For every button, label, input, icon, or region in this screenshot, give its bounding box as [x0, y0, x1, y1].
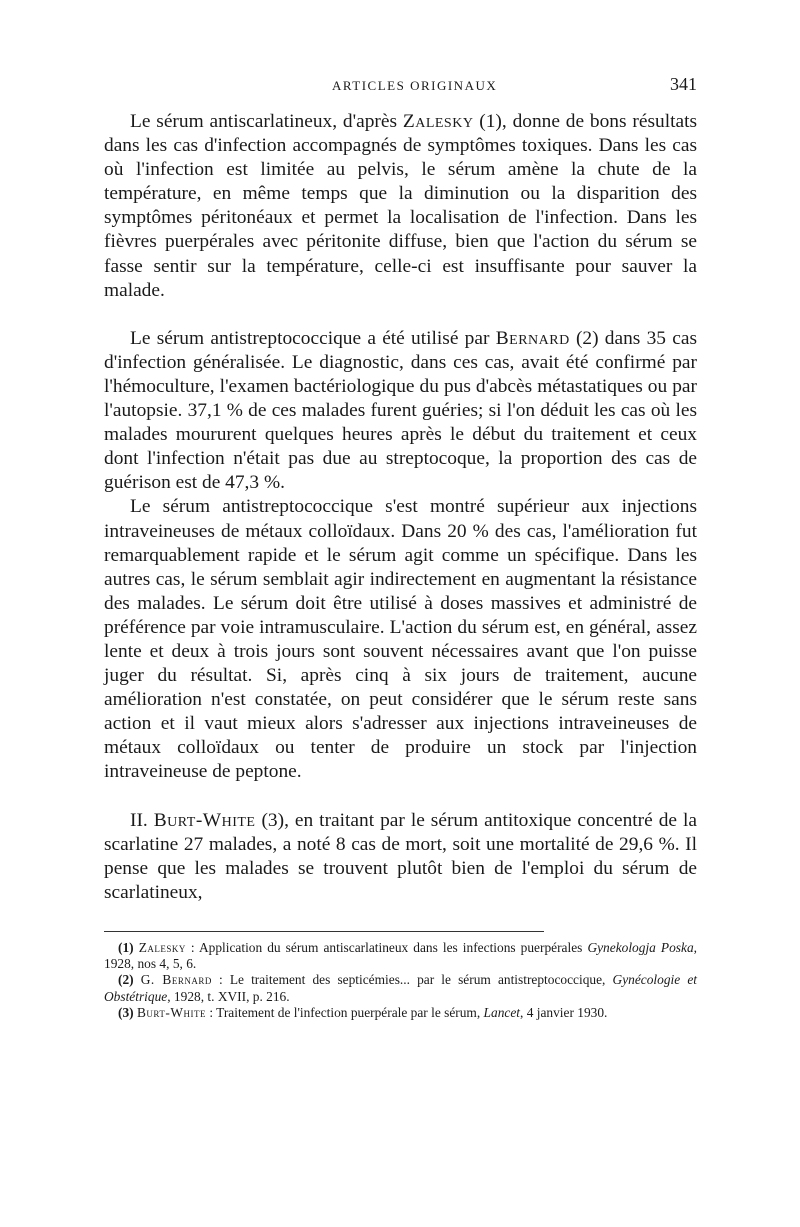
footnote-1-title: : Application du sérum antiscarlatineux dans les infections puerpérales: [185, 939, 588, 955]
footnote-3-title: : Traitement de l'infection puerpérale par le sérum,: [205, 1004, 484, 1020]
footnote-2-title: : Le traitement des septicémies... par le sérum antistreptococcique,: [211, 972, 613, 988]
footnote-2-journal: Gynécologie et Obstétrique: [104, 972, 697, 1004]
footnote-1-journal: Gynekologja Poska: [587, 939, 694, 955]
footnote-3-author: Burt-White: [136, 1004, 206, 1020]
paragraph-2: [104, 327, 697, 496]
footnote-1-ref: , 1928, nos 4, 5, 6.: [104, 939, 697, 972]
paragraph-1-text-a: Le sérum antiscarlatineux, d'après: [130, 111, 403, 132]
paragraph-2-text-a: Le sérum antistreptococcique a été utilisé par: [130, 327, 496, 349]
footnote-2-ref: , 1928, t. XVII, p. 216.: [167, 988, 290, 1004]
body-text: [104, 110, 697, 905]
paragraph-4: [104, 809, 697, 905]
paragraph-4-text-a: II.: [130, 809, 154, 831]
paragraph-2-text-b: (2) dans 35 cas d'infection généralisée. Le diagnostic, dans ces cas, avait été confirmé par l'hémoculture, l'examen bactériologique du pus d'abcès métastatiques ou par l'autopsie. 37,1 % de ces malades furent guéries; si l'on déduit les cas où les malades moururent quelques heures après le début du traitement et ceux dont l'infection n'était pas due au streptocoque, la proportion des cas de guérison est de 47,3 %.: [104, 327, 697, 494]
page-header: [104, 70, 697, 110]
footnote-3-journal: Lancet: [483, 1004, 520, 1020]
author-zalesky: Zalesky: [402, 111, 474, 132]
paragraph-3: Le sérum antistreptococcique s'est montré supérieur aux injections intraveineuses de métaux colloïdaux. Dans 20 % des cas, l'amélioration fut remarquablement rapide et le sérum agit comme un spécifique. Dans les autres cas, le sérum semblait agir indirectement en augmentant la résistance des malades. Le sérum doit être utilisé à doses massives et administré de préférence par voie intramusculaire. L'action du sérum est, en général, assez lente et deux à trois jours sont souvent nécessaires avant que l'on puisse juger du résultat. Si, après cinq à six jours de traitement, aucune amélioration n'est constatée, on peut considérer que le sérum reste sans action et il vaut mieux alors s'adresser aux injections intraveineuses de métaux colloïdaux ou tenter de produire un stock par l'injection intraveineuse de peptone.: [104, 496, 697, 783]
footnote-2: [104, 972, 697, 1004]
paragraph-1-text-b: (1), donne de bons résultats dans les cas d'infection accompagnés de symptômes toxiques. Dans les cas où l'infection est limitée au pelvis, le sérum amène la chute de la température, en même temps que la diminution ou la disparition des symptômes péritonéaux et permet la localisation de l'infection. Dans les fièvres puerpérales avec péritonite diffuse, bien que l'action du sérum se fasse sentir sur la température, celle-ci est insuffisante pour sauver la malade.: [104, 111, 698, 301]
footnote-2-number: (2): [118, 972, 134, 988]
footnote-1-number: (1): [118, 939, 134, 955]
footnote-1-author: Zalesky: [138, 939, 186, 955]
author-bernard: Bernard: [495, 327, 570, 349]
footnote-1: [104, 940, 697, 972]
page-number: 341: [670, 74, 697, 94]
author-burt-white: Burt-White: [153, 809, 256, 831]
running-title: ARTICLES ORIGINAUX: [332, 78, 498, 93]
document-page: [104, 70, 697, 1021]
footnote-2-author: G. Bernard: [140, 972, 212, 988]
footnotes: [104, 931, 697, 1021]
paragraph-4-text-b: (3), en traitant par le sérum antitoxique concentré de la scarlatine 27 malades, a noté 8 cas de mort, soit une mortalité de 29,6 %. Il pense que les malades se trouvent plutôt bien de l'emploi du sérum de scarlatineux,: [104, 809, 697, 903]
footnote-3-number: (3): [118, 1004, 134, 1020]
footnote-3-ref: , 4 janvier 1930.: [520, 1004, 608, 1020]
paragraph-1: [104, 110, 697, 303]
footnote-3: [104, 1005, 697, 1021]
